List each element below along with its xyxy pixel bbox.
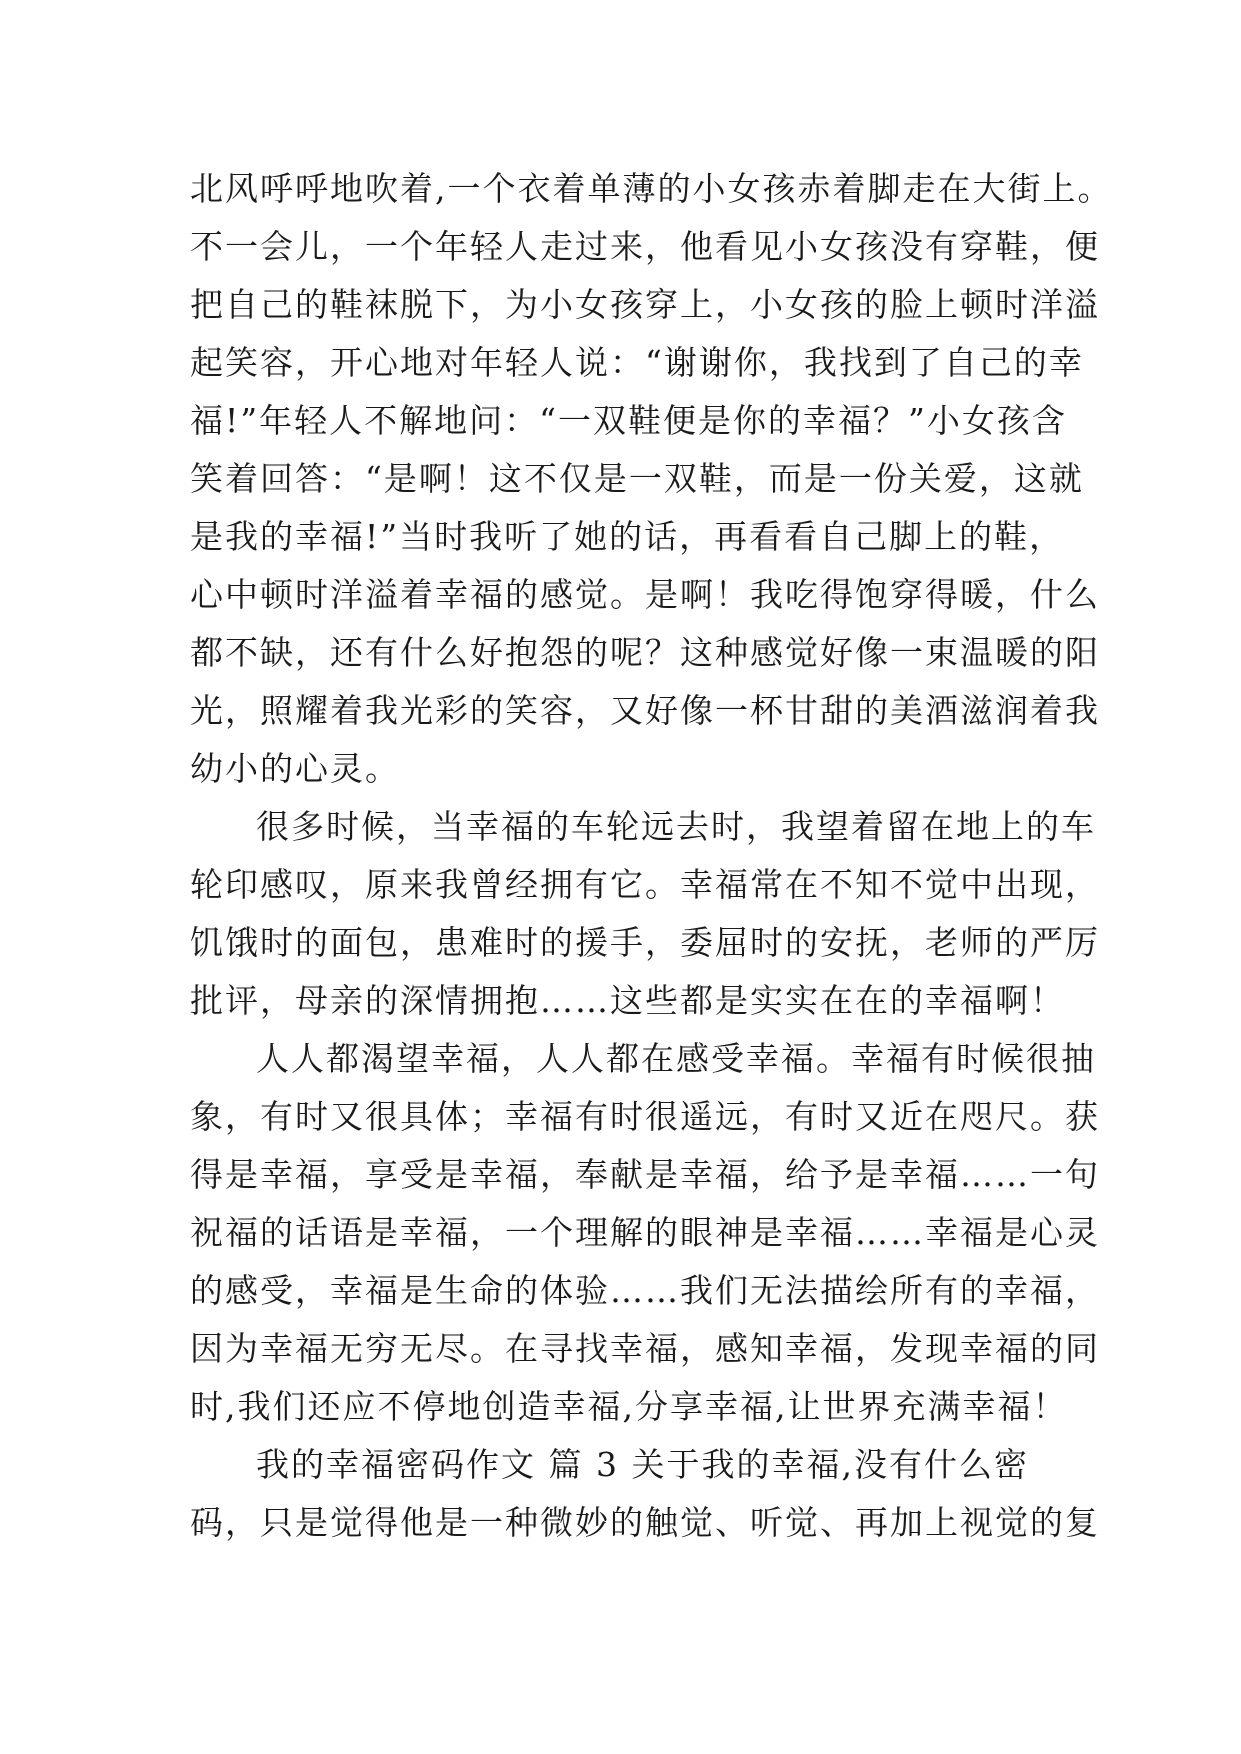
text-line: 因为幸福无穷无尽。在寻找幸福，感知幸福，发现幸福的同 bbox=[190, 1329, 1100, 1368]
paragraph-start-line: 很多时候，当幸福的车轮远去时，我望着留在地上的车 bbox=[256, 807, 1096, 846]
text-line: 轮印感叹，原来我曾经拥有它。幸福常在不知不觉中出现， bbox=[190, 865, 1100, 904]
text-line: 福!”年轻人不解地问：“一双鞋便是你的幸福？”小女孩含 bbox=[190, 401, 1067, 440]
text-line: 饥饿时的面包，患难时的援手，委屈时的安抚，老师的严厉 bbox=[190, 923, 1100, 962]
text-line: 都不缺，还有什么好抱怨的呢？这种感觉好像一束温暖的阳 bbox=[190, 633, 1100, 672]
text-line: 光，照耀着我光彩的笑容，又好像一杯甘甜的美酒滋润着我 bbox=[190, 691, 1100, 730]
text-line: 起笑容，开心地对年轻人说：“谢谢你，我找到了自己的幸 bbox=[190, 343, 1084, 382]
text-line: 把自己的鞋袜脱下，为小女孩穿上，小女孩的脸上顿时洋溢 bbox=[190, 285, 1100, 324]
text-line: 批评，母亲的深情拥抱……这些都是实实在在的幸福啊！ bbox=[190, 981, 1065, 1020]
text-line: 幼小的心灵。 bbox=[190, 749, 400, 788]
text-line: 码，只是觉得他是一种微妙的触觉、听觉、再加上视觉的复 bbox=[190, 1503, 1100, 1542]
text-line: 的感受，幸福是生命的体验……我们无法描绘所有的幸福， bbox=[190, 1271, 1100, 1310]
section-heading-line: 我的幸福密码作文 篇 3 关于我的幸福,没有什么密 bbox=[256, 1445, 1029, 1484]
body-text bbox=[190, 160, 1113, 1552]
paragraph-start-line: 人人都渴望幸福，人人都在感受幸福。幸福有时候很抽 bbox=[256, 1039, 1096, 1078]
text-line: 笑着回答：“是啊！这不仅是一双鞋，而是一份关爱，这就 bbox=[190, 459, 1084, 498]
text-line: 象，有时又很具体；幸福有时很遥远，有时又近在咫尺。获 bbox=[190, 1097, 1100, 1136]
text-line: 是我的幸福!”当时我听了她的话，再看看自己脚上的鞋， bbox=[190, 517, 1065, 556]
text-line: 得是幸福，享受是幸福，奉献是幸福，给予是幸福……一句 bbox=[190, 1155, 1100, 1194]
text-line: 北风呼呼地吹着,一个衣着单薄的小女孩赤着脚走在大街上。 bbox=[190, 169, 1113, 208]
text-line: 心中顿时洋溢着幸福的感觉。是啊！我吃得饱穿得暖，什么 bbox=[190, 575, 1100, 614]
text-line: 祝福的话语是幸福，一个理解的眼神是幸福……幸福是心灵 bbox=[190, 1213, 1100, 1252]
text-line: 不一会儿，一个年轻人走过来，他看见小女孩没有穿鞋，便 bbox=[190, 227, 1100, 266]
text-line: 时,我们还应不停地创造幸福,分享幸福,让世界充满幸福！ bbox=[190, 1387, 1068, 1426]
